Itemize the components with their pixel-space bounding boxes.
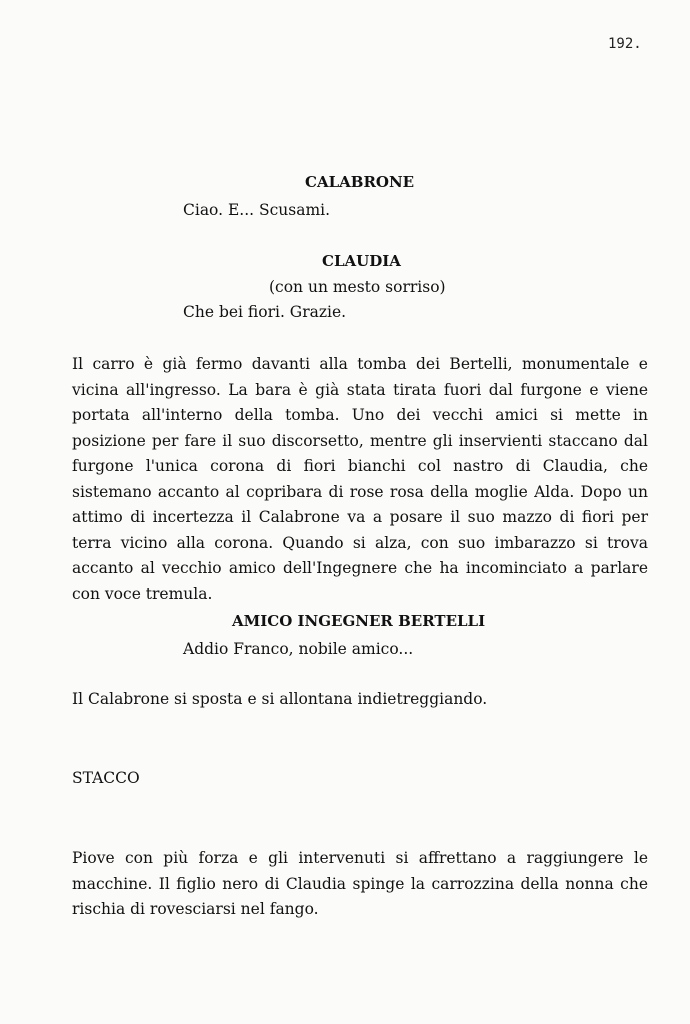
character-name-claudia: CLAUDIA bbox=[322, 252, 401, 270]
dialogue-amico: Addio Franco, nobile amico... bbox=[183, 640, 414, 658]
dialogue-claudia: Che bei fiori. Grazie. bbox=[183, 303, 347, 321]
page-number: 192. bbox=[608, 36, 642, 52]
transition-stacco: STACCO bbox=[72, 769, 140, 787]
parenthetical-claudia: (con un mesto sorriso) bbox=[269, 278, 446, 296]
action-paragraph-rain: Piove con più forza e gli intervenuti si affrettano a raggiungere le macchine. Il figlio nero di Claudia spinge la carrozzina della nonna che rischia di rovesciarsi nel fango. bbox=[72, 849, 648, 918]
character-name-calabrone: CALABRONE bbox=[305, 173, 415, 191]
character-name-amico: AMICO INGEGNER BERTELLI bbox=[232, 612, 486, 630]
action-calabrone-retreats: Il Calabrone si sposta e si allontana indietreggiando. bbox=[72, 690, 488, 708]
action-paragraph-cemetery: Il carro è già fermo davanti alla tomba dei Bertelli, monumentale e vicina all'ingresso. La bara è già stata tirata fuori dal furgone e viene portata all'interno della tomba. Uno dei vecchi amici si mette in posizione per fare il suo discorsetto, mentre gli inservienti staccano dal furgone l'unica corona di fiori bianchi col nastro di Claudia, che sistemano accanto al copribara di rose rosa della moglie Alda. Dopo un attimo di incertezza il Calabrone va a posare il suo mazzo di fiori per terra vicino alla corona. Quando si alza, con suo imbarazzo si trova accanto al vecchio amico dell'Ingegnere che ha incominciato a parlare con voce tremula. bbox=[72, 355, 648, 603]
dialogue-calabrone: Ciao. E... Scusami. bbox=[183, 201, 331, 219]
